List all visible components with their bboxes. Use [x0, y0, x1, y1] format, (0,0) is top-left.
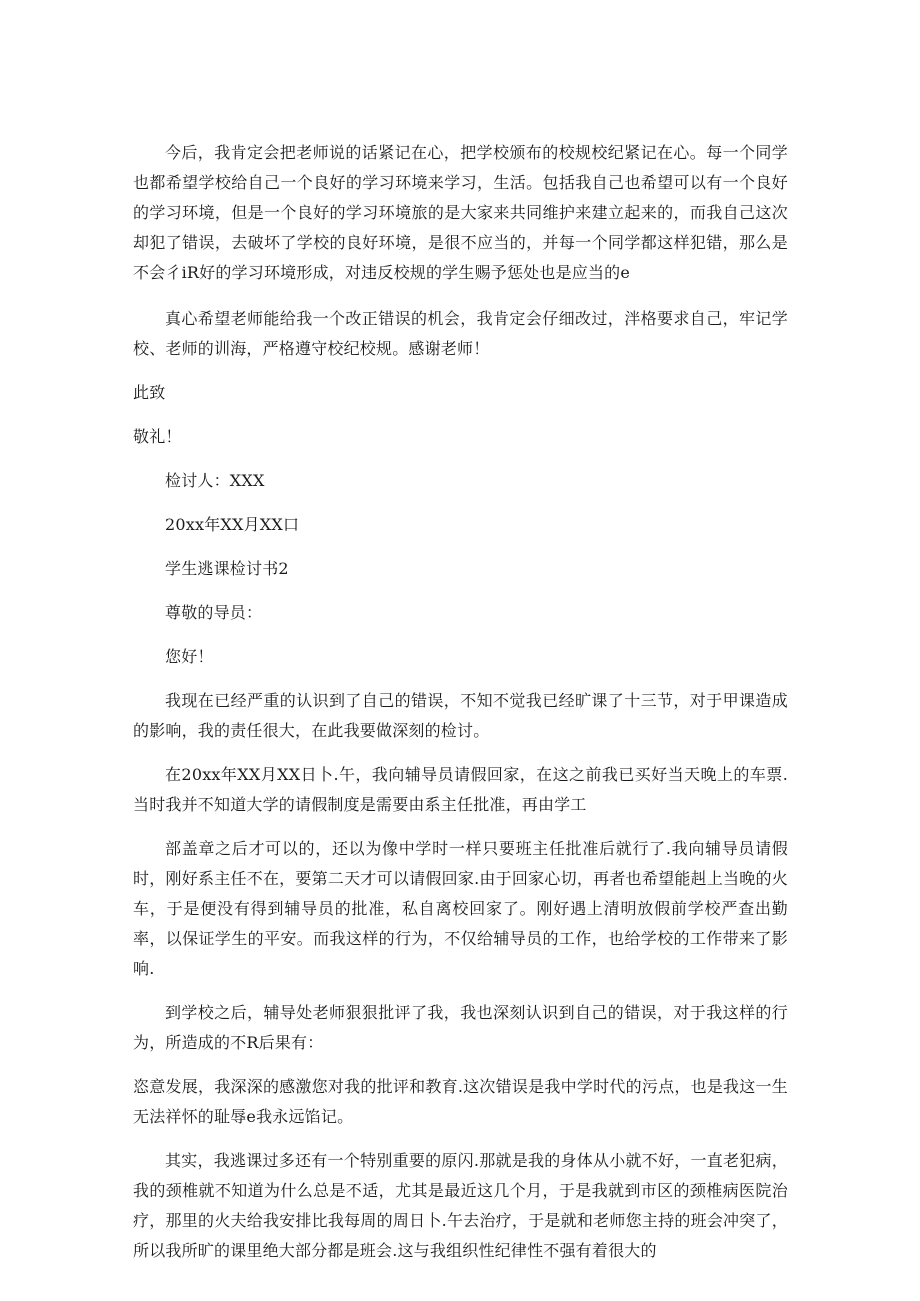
- document-page: [133, 138, 788, 1266]
- paragraph-hope: 真心希望老师能给我一个改正错误的机会，我肯定会仔细改过，泮格要求自己，牢记学校、老师的训海，严格遵守校纪校规。感谢老师！: [133, 309, 788, 358]
- paragraph-criticism: 到学校之后，辅导处老师狠狠批评了我，我也深刻认识到自己的错误，对于我这样的行为，所造成的不R后果有：: [133, 1003, 788, 1052]
- section-title: 学生逃课检讨书2: [165, 559, 289, 578]
- paragraph-leave-request: 在20xx年XX月XX日卜.午，我向辅导员请假回家，在这之前我已买好当天晚上的车票.当时我并不知道大学的请假制度是需要由系主任批准，再由学工: [133, 765, 788, 814]
- paragraph-admission: 我现在已经严重的认识到了自己的错误，不知不觉我已经旷课了十三节，对于甲课造成的影响，我的责任很大，在此我要做深刻的检讨。: [133, 691, 788, 740]
- date-line: 20xx年XX月XX口: [165, 515, 300, 534]
- paragraph-process: 部盖章之后才可以的，还以为像中学时一样只要班主任批准后就行了.我向辅导员请假时，刚好系主任不在，要第二天才可以请假回家.由于回家心切，再者也希望能赳上当晚的火车，于是便没有得到辅导员的批准，私自离校回家了。刚好遇上清明放假前学校严查出勤率，以保证学生的平安。而我这样的行为，不仅给辅导员的工作，也给学校的工作带来了影响.: [133, 839, 788, 978]
- closing-line-1: 此致: [133, 383, 166, 402]
- greeting-line: 您好！: [165, 647, 214, 666]
- closing-line-2: 敬礼！: [133, 427, 182, 446]
- paragraph-gratitude: 恣意发展，我深深的感激您对我的批评和教育.这次错误是我中学时代的污点，也是我这一生无法祥怀的耻辱e我永远馅记。: [133, 1077, 788, 1126]
- signer-line: 检讨人：XXX: [165, 471, 265, 490]
- salutation-line: 尊敬的导员：: [165, 603, 263, 622]
- paragraph-commitment: 今后，我肯定会把老师说的话紧记在心，把学校颁布的校规校纪紧记在心。每一个同学也都希望学校给自己一个良好的学习环境来学习，生活。包括我自己也希望可以有一个良好的学习环境，但是一个良好的学习环境旅的是大家来共同维护来建立起来的，而我自己这次却犯了错误，去破坏了学校的良好环境，是很不应当的，并每一个同学都这样犯错，那么是不会彳iR好的学习环境形成，对违反校规的学生赐予惩处也是应当的e: [133, 143, 788, 282]
- paragraph-health-reason: 其实，我逃课过多还有一个特别重要的原闪.那就是我的身体从小就不好，一直老犯病，我的颈椎就不知道为什么总是不适，尤其是最近这几个月，于是我就到市区的颈椎病医院治疗，那里的火夫给我安排比我每周的周日卜.午去治疗，于是就和老师您主持的班会冲突了，所以我所旷的课里绝大部分都是班会.这与我组织性纪律性不强有着很大的: [133, 1151, 788, 1260]
